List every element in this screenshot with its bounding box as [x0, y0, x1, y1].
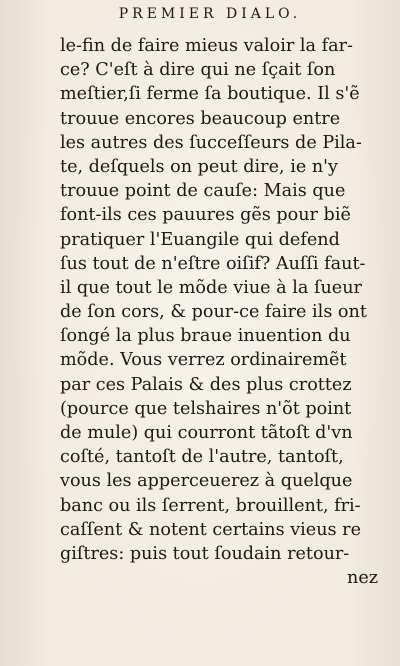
text-line: par ces Palais & des plus crottez [60, 374, 352, 395]
text-line: caſſent & notent certains vieus re [60, 519, 361, 540]
text-line: vous les apperceuerez à quelque [60, 471, 353, 492]
text-line: ſus tout de n'eſtre oiſif? Auſſi faut- [60, 253, 366, 274]
text-line: meſtier,ſi ferme ſa boutique. Il s'ẽ [60, 84, 360, 105]
text-line: coſté, tantoſt de l'autre, tantoſt, [60, 447, 344, 468]
text-line: giſtres: puis tout ſoudain retour- [60, 543, 350, 564]
text-line: font-ils ces pauures gẽs pour biẽ [60, 205, 351, 226]
text-line: te, deſquels on peut dire, ie n'y [60, 156, 338, 177]
text-line: les autres des ſucceſſeurs de Pila- [60, 132, 362, 153]
text-line: il que tout le mõde viue à la ſueur [60, 277, 362, 298]
running-head: PREMIER DIALO. [118, 6, 302, 22]
text-line: le-fin de faire mieus valoir la far- [60, 36, 353, 56]
text-line: banc ou ils ſerrent, brouillent, fri- [60, 495, 361, 516]
catchword: nez [346, 568, 378, 589]
text-line: trouue encores beaucoup entre [60, 108, 341, 129]
page-text-block [60, 34, 378, 590]
text-line: de mule) qui courront tãtoſt d'vn [60, 423, 353, 443]
text-line: (pource que telshaires n'õt point [60, 398, 352, 419]
text-line: mõde. Vous verrez ordinairemẽt [60, 350, 347, 371]
text-line: ſongé la plus braue inuention du [60, 326, 351, 347]
text-line: ce? C'eſt à dire qui ne ſçait ſon [60, 60, 336, 81]
text-line: trouue point de cauſe: Mais que [60, 181, 346, 202]
text-line: de ſon cors, & pour-ce faire ils ont [60, 302, 367, 323]
text-line: pratiquer l'Euangile qui defend [60, 229, 340, 250]
